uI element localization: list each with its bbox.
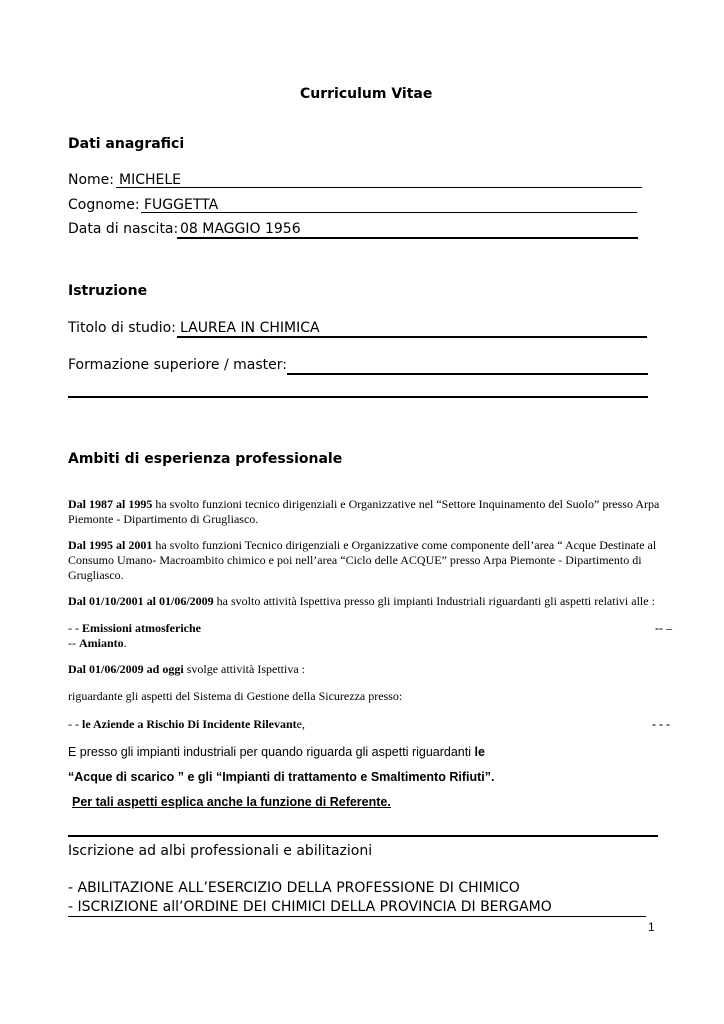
experience-paragraph-6: E presso gli impianti industriali per quando riguarda gli aspetti riguardanti le (68, 745, 485, 759)
nome-value: MICHELE (119, 172, 182, 188)
iscrizione-underline (68, 916, 646, 917)
bullet-aziende-dash: - - - (652, 717, 670, 731)
nome-underline (116, 187, 642, 188)
cognome-underline (141, 212, 637, 213)
section-heading-anagrafici: Dati anagrafici (68, 136, 185, 152)
section-heading-esperienza: Ambiti di esperienza professionale (68, 451, 343, 467)
cognome-value: FUGGETTA (144, 197, 219, 213)
iscrizione-item-2: - ISCRIZIONE all’ORDINE DEI CHIMICI DELLA PROVINCIA DI BERGAMO (68, 899, 552, 915)
nascita-value: 08 MAGGIO 1956 (180, 221, 301, 237)
formazione-underline-2 (68, 396, 648, 398)
section-divider (68, 835, 658, 837)
experience-paragraph-5: riguardante gli aspetti del Sistema di Gestione della Sicurezza presso: (68, 689, 403, 703)
nascita-underline (177, 237, 638, 239)
experience-paragraph-1: Dal 1987 al 1995 ha svolto funzioni tecnico dirigenziali e Organizzative nel “Settore Inquinamento del Suolo” presso Arpa Piemonte - Dipartimento di Grugliasco. (68, 497, 660, 526)
titolo-value: LAUREA IN CHIMICA (180, 320, 320, 336)
cognome-label: Cognome: (68, 197, 140, 213)
iscrizione-item-1: - ABILITAZIONE ALL’ESERCIZIO DELLA PROFESSIONE DI CHIMICO (68, 880, 520, 896)
nascita-label: Data di nascita: (68, 221, 179, 237)
experience-paragraph-2: Dal 1995 al 2001 ha svolto funzioni Tecnico dirigenziali e Organizzative come componente dell’area “ Acque Destinate al Consumo Umano- Macroambito chimico e poi nell’area “Ciclo delle ACQUE” presso Arpa Piemonte - Dipartimento di Grugliasco. (68, 538, 657, 582)
nome-label: Nome: (68, 172, 115, 188)
formazione-underline (287, 373, 648, 375)
formazione-label: Formazione superiore / master: (68, 357, 287, 373)
page-number: 1 (648, 920, 655, 934)
titolo-label: Titolo di studio: (68, 320, 176, 336)
page-title: Curriculum Vitae (300, 86, 433, 102)
experience-paragraph-4: Dal 01/06/2009 ad oggi svolge attività Ispettiva : (68, 662, 305, 676)
experience-paragraph-7: “Acque di scarico ” e gli “Impianti di trattamento e Smaltimento Rifiuti”. (68, 770, 495, 784)
bullet-aziende-rischio: - - le Aziende a Rischio Di Incidente Rilevante, (68, 717, 305, 731)
experience-paragraph-3: Dal 01/10/2001 al 01/06/2009 ha svolto attività Ispettiva presso gli impianti Industriali riguardanti gli aspetti relativi alle : (68, 594, 655, 608)
experience-paragraph-8: Per tali aspetti esplica anche la funzione di Referente. (72, 795, 391, 809)
bullet-amianto: -- Amianto. (68, 636, 127, 650)
section-heading-istruzione: Istruzione (68, 283, 148, 299)
titolo-underline (177, 336, 647, 338)
bullet-emissioni: - - Emissioni atmosferiche (68, 621, 201, 635)
bullet-emissioni-dash: -- – (655, 621, 672, 635)
section-heading-iscrizione: Iscrizione ad albi professionali e abilitazioni (68, 843, 373, 859)
